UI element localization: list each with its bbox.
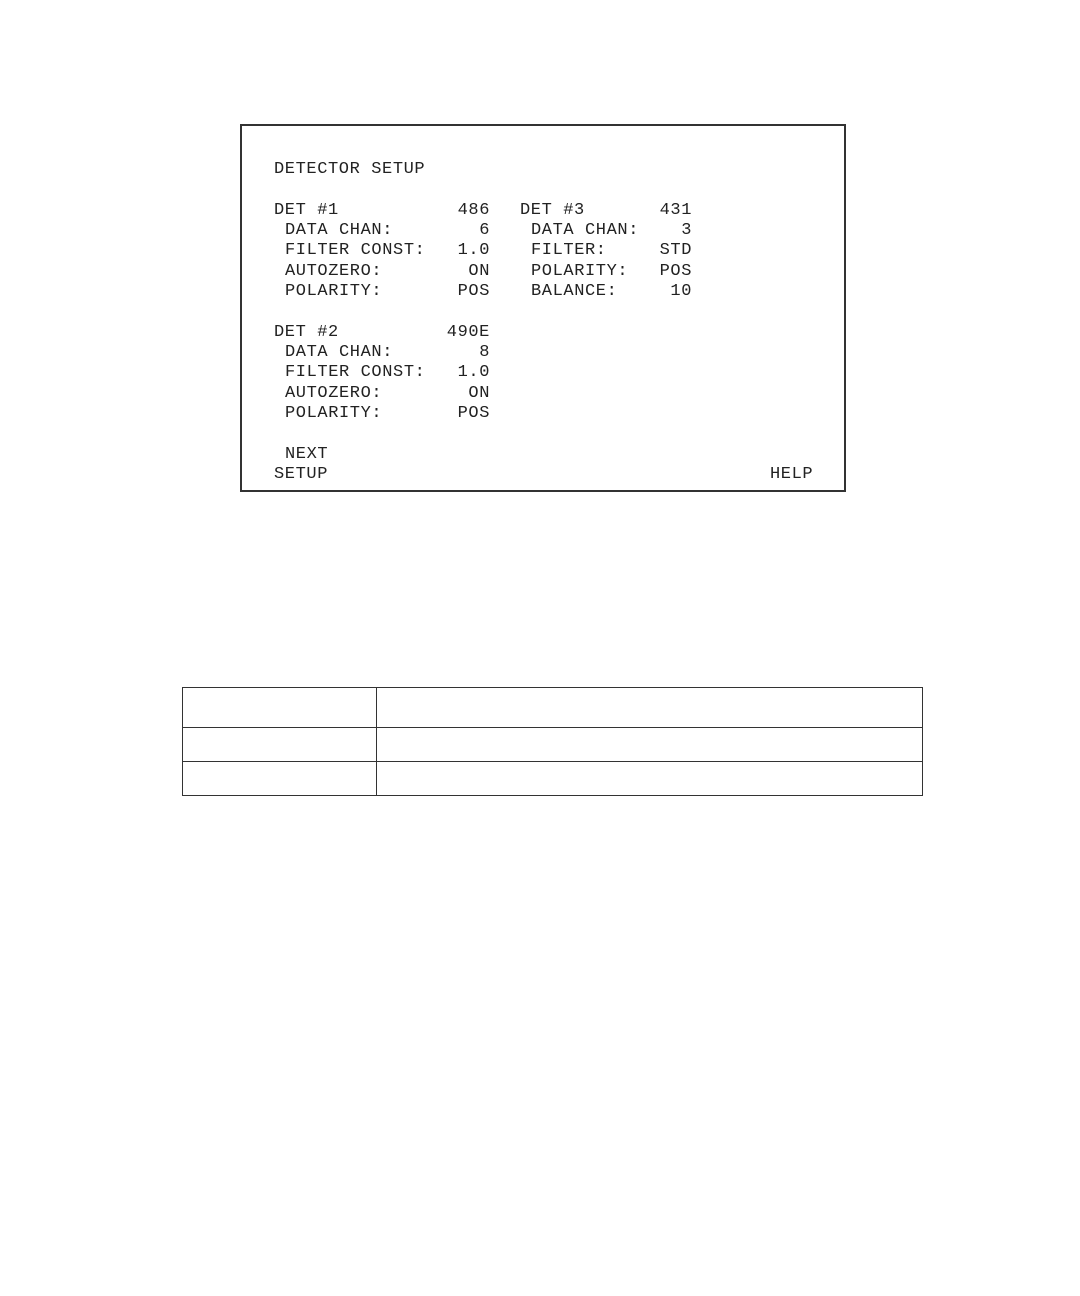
det3-filter-label: FILTER:	[531, 241, 607, 260]
det1-name: DET #1	[274, 201, 339, 220]
det3-id: 431	[659, 201, 692, 220]
det1-autozero-label: AUTOZERO:	[285, 262, 383, 281]
det1-filter-const-label: FILTER CONST:	[285, 241, 426, 260]
det3-balance-label: BALANCE:	[531, 282, 618, 301]
det1-polarity-value[interactable]: POS	[457, 282, 490, 301]
table-cell	[183, 762, 377, 796]
det1-autozero-value[interactable]: ON	[468, 262, 490, 281]
table-row	[183, 762, 923, 796]
det2-data-chan-label: DATA CHAN:	[285, 343, 394, 362]
det3-name: DET #3	[520, 201, 585, 220]
det1-polarity-label: POLARITY:	[285, 282, 383, 301]
table-cell	[183, 728, 377, 762]
help-softkey[interactable]: HELP	[770, 465, 814, 484]
table-cell	[377, 762, 923, 796]
det3-polarity-label: POLARITY:	[531, 262, 629, 281]
det2-name: DET #2	[274, 323, 339, 342]
det2-polarity-label: POLARITY:	[285, 404, 383, 423]
next-setup-label-line2: SETUP	[274, 465, 329, 484]
screen-title: DETECTOR SETUP	[274, 160, 426, 179]
det3-balance-value[interactable]: 10	[670, 282, 692, 301]
table-row	[183, 688, 923, 728]
table-cell	[183, 688, 377, 728]
det2-id: 490E	[446, 323, 490, 342]
det1-data-chan-value[interactable]: 6	[479, 221, 490, 240]
det3-data-chan-value[interactable]: 3	[681, 221, 692, 240]
det1-id: 486	[457, 201, 490, 220]
det2-autozero-label: AUTOZERO:	[285, 384, 383, 403]
det3-data-chan-label: DATA CHAN:	[531, 221, 640, 240]
table-row	[183, 728, 923, 762]
det3-polarity-value[interactable]: POS	[659, 262, 692, 281]
det2-data-chan-value[interactable]: 8	[479, 343, 490, 362]
empty-table	[182, 687, 923, 796]
det1-data-chan-label: DATA CHAN:	[285, 221, 394, 240]
table-cell	[377, 688, 923, 728]
det2-autozero-value[interactable]: ON	[468, 384, 490, 403]
det2-polarity-value[interactable]: POS	[457, 404, 490, 423]
det3-filter-value[interactable]: STD	[659, 241, 692, 260]
table-cell	[377, 728, 923, 762]
det1-filter-const-value[interactable]: 1.0	[457, 241, 490, 260]
det2-filter-const-label: FILTER CONST:	[285, 363, 426, 382]
detector-setup-screen	[240, 124, 846, 492]
next-setup-label-line1: NEXT	[285, 445, 329, 464]
det2-filter-const-value[interactable]: 1.0	[457, 363, 490, 382]
